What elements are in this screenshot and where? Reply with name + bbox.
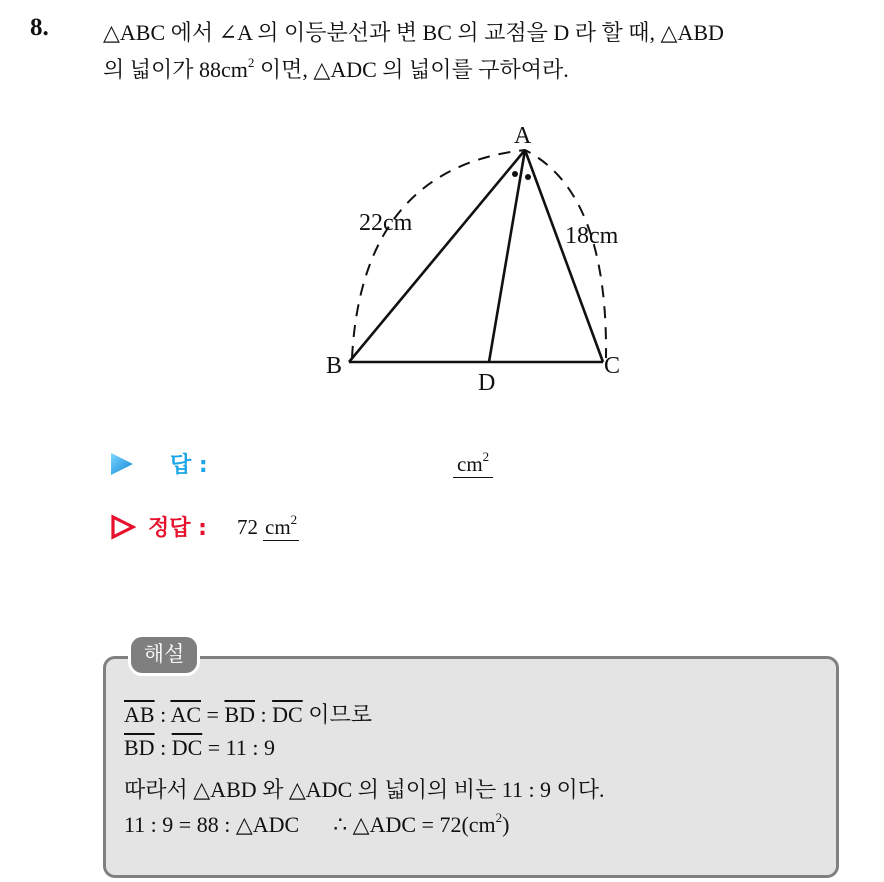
segment-ab: $\overline{AB}$ bbox=[124, 702, 155, 727]
solution-line-4-right: ∴ △ADC = 72(cm bbox=[333, 812, 496, 837]
side-ab-length: 22cm bbox=[359, 210, 413, 236]
question-number: 8. bbox=[30, 14, 49, 41]
solution-line-3: 따라서 △ABD 와 △ADC 의 넓이의 비는 11 : 9 이다. bbox=[124, 777, 605, 802]
correct-unit-superscript: 2 bbox=[290, 512, 298, 527]
segment-bd: $\overline{BD}$ bbox=[124, 735, 155, 760]
solution-line-1 bbox=[124, 698, 372, 729]
solution-line-4-left: 11 : 9 = 88 : △ADC bbox=[124, 812, 300, 837]
vertex-a-label: A bbox=[514, 123, 532, 149]
answer-label: 답 : bbox=[170, 453, 208, 478]
solution-tab: 해설 bbox=[128, 634, 200, 676]
question-text-line-1: △ABC 에서 ∠A 의 이등분선과 변 BC 의 교점을 D 라 할 때, △ABD bbox=[103, 20, 724, 45]
vertex-b-label: B bbox=[326, 353, 343, 379]
dashed-arc bbox=[352, 150, 606, 358]
vertex-c-label: C bbox=[604, 353, 621, 379]
answer-unit-superscript: 2 bbox=[482, 449, 490, 464]
triangle-figure bbox=[310, 118, 650, 402]
correct-answer-row bbox=[110, 508, 530, 544]
question-superscript: 2 bbox=[247, 54, 255, 70]
correct-answer-unit bbox=[263, 514, 299, 541]
question-text-line-2 bbox=[103, 53, 569, 84]
solution-box bbox=[103, 656, 839, 878]
side-ac bbox=[525, 150, 603, 362]
solution-line-4-close: ) bbox=[502, 812, 510, 837]
segment-dc: $\overline{DC}$ bbox=[272, 702, 303, 727]
correct-answer-label: 정답 : bbox=[148, 516, 207, 541]
segment-dc: $\overline{DC}$ bbox=[171, 735, 203, 760]
play-triangle-icon bbox=[110, 452, 134, 476]
ratio-separator: : bbox=[154, 702, 171, 727]
correct-unit-text: cm bbox=[265, 515, 291, 539]
segment-bd: $\overline{BD}$ bbox=[224, 702, 256, 727]
angle-mark-dot-2 bbox=[525, 174, 531, 180]
point-d-label: D bbox=[478, 370, 496, 396]
ratio-separator: : bbox=[154, 735, 172, 760]
solution-line-4 bbox=[124, 809, 510, 838]
correct-answer-value: 72 bbox=[237, 515, 258, 539]
side-ac-length: 18cm bbox=[565, 223, 619, 249]
bisector-ad bbox=[489, 150, 525, 362]
outline-play-icon bbox=[110, 514, 136, 540]
question-text-line-2-pre: 의 넓이가 88cm bbox=[103, 57, 248, 82]
solution-line-2-tail: = 11 : 9 bbox=[202, 735, 275, 760]
angle-mark-dot-1 bbox=[512, 171, 518, 177]
segment-ac: $\overline{AC}$ bbox=[170, 702, 202, 727]
answer-row bbox=[110, 446, 530, 482]
equals-sign: = bbox=[201, 702, 225, 727]
solution-line-2 bbox=[124, 735, 275, 761]
side-ab bbox=[349, 150, 525, 362]
answer-input-blank[interactable] bbox=[453, 451, 493, 478]
question-text-line-2-post: 이면, △ADC 의 넓이를 구하여라. bbox=[254, 57, 569, 82]
solution-line-4-superscript: 2 bbox=[495, 809, 503, 825]
ratio-separator: : bbox=[255, 702, 273, 727]
solution-line-1-tail: 이므로 bbox=[302, 702, 372, 727]
answer-unit: cm bbox=[457, 452, 483, 476]
